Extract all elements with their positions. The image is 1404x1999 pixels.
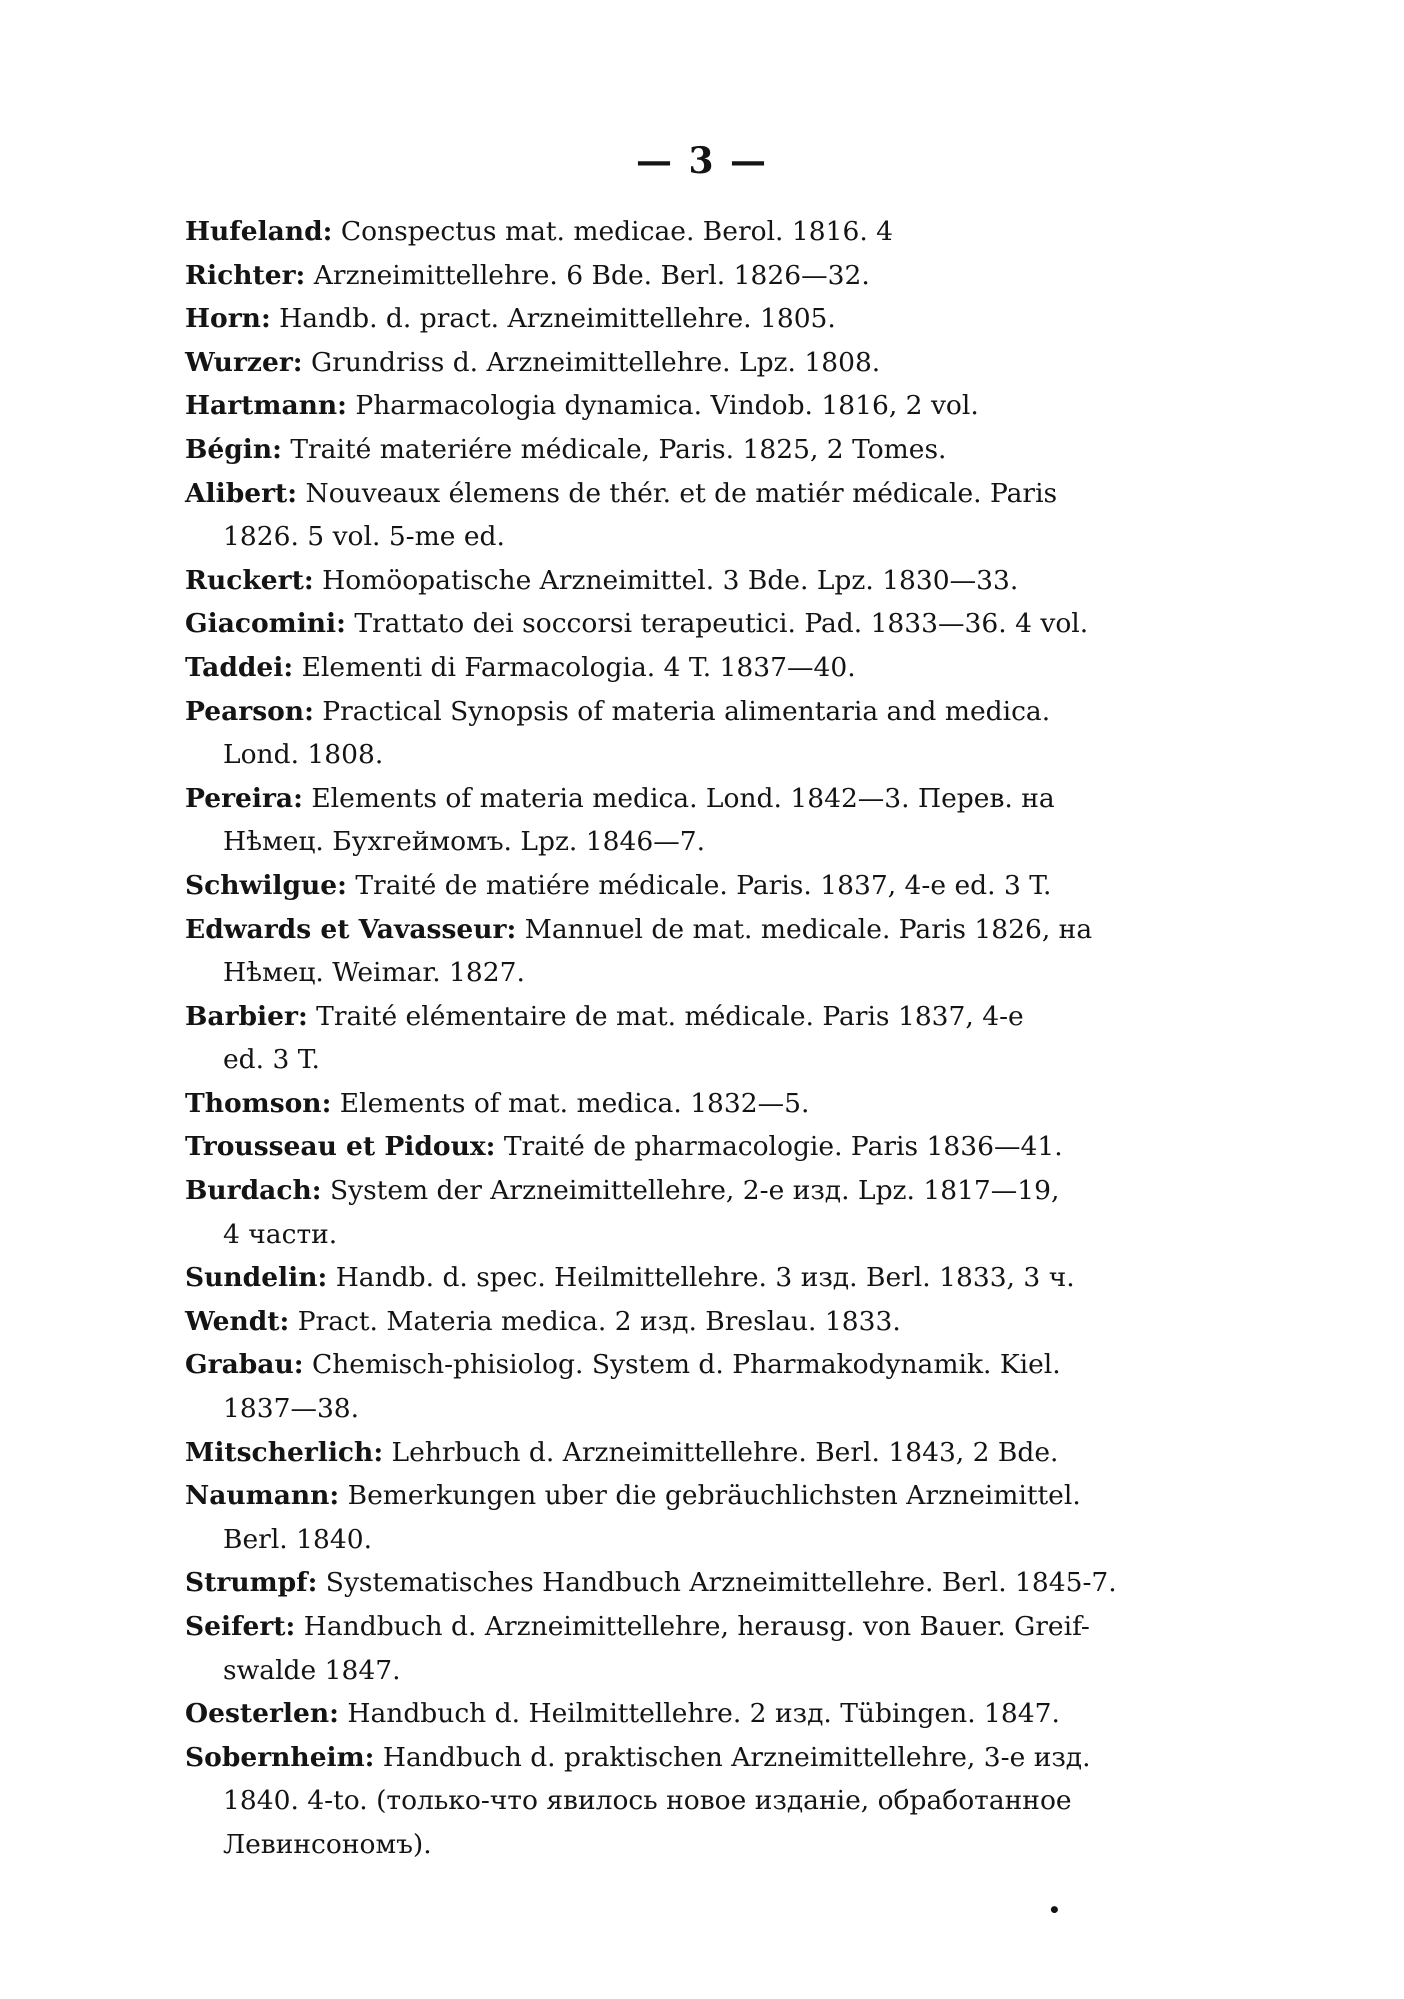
- entry-text: Elements of mat. medica. 1832—5.: [339, 1087, 810, 1119]
- entry-text: 1840. 4-to. (только-что явилось новое изданіе, обработанное: [223, 1785, 1072, 1817]
- bibliography-entry: [185, 1169, 1215, 1256]
- entry-author: Grabau:: [185, 1349, 304, 1381]
- entry-author: Barbier:: [185, 1000, 308, 1032]
- entry-first-line: [185, 1082, 1215, 1126]
- bibliography-entry: [185, 472, 1215, 559]
- bibliography-entry: [185, 690, 1215, 777]
- entry-text: Berl. 1840.: [223, 1523, 373, 1555]
- entry-text: Bemerkungen uber die gebräuchlichsten Arzneimittel.: [347, 1480, 1081, 1512]
- entry-text: Lehrbuch d. Arzneimittellehre. Berl. 1843, 2 Bde.: [391, 1436, 1059, 1468]
- entry-first-line: [185, 384, 1215, 428]
- entry-first-line: [185, 1474, 1215, 1518]
- entry-text: Pharmacologia dynamica. Vindob. 1816, 2 vol.: [355, 390, 979, 422]
- entry-first-line: [185, 1431, 1215, 1475]
- entry-text: Traité materiére médicale, Paris. 1825, 2 Tomes.: [290, 433, 947, 465]
- entry-text: Elements of materia medica. Lond. 1842—3. Перев. на: [311, 782, 1055, 814]
- entry-continuation-line: [223, 1213, 1215, 1257]
- entry-first-line: [185, 646, 1215, 690]
- entry-author: Sundelin:: [185, 1262, 328, 1294]
- entry-first-line: [185, 1736, 1215, 1780]
- entry-text: Chemisch-phisiolog. System d. Pharmakodynamik. Kiel.: [311, 1349, 1061, 1381]
- entry-text: Traité de matiére médicale. Paris. 1837, 4-e ed. 3 T.: [355, 869, 1052, 901]
- entry-text: Trattato dei soccorsi terapeutici. Pad. 1833—36. 4 vol.: [354, 608, 1089, 640]
- entry-first-line: [185, 210, 1215, 254]
- entry-author: Thomson:: [185, 1087, 332, 1119]
- entry-text: Traité de pharmacologie. Paris 1836—41.: [503, 1131, 1063, 1163]
- entry-author: Oesterlen:: [185, 1698, 339, 1730]
- entry-author: Burdach:: [185, 1175, 322, 1207]
- entry-text: Grundriss d. Arzneimittellehre. Lpz. 1808.: [311, 346, 881, 378]
- bibliography-entry: [185, 602, 1215, 646]
- bibliography-entry: [185, 777, 1215, 864]
- bibliography-entry: [185, 1561, 1215, 1605]
- bibliography-entry: [185, 1256, 1215, 1300]
- bibliography-entry: [185, 297, 1215, 341]
- entry-text: Pract. Materia medica. 2 изд. Breslau. 1833.: [297, 1305, 901, 1337]
- entry-continuation-line: [223, 1518, 1215, 1562]
- entry-text: Lond. 1808.: [223, 739, 384, 771]
- entry-continuation-line: [223, 820, 1215, 864]
- entry-first-line: [185, 864, 1215, 908]
- entry-text: Nouveaux élemens de thér. et de matiér médicale. Paris: [305, 477, 1058, 509]
- entry-continuation-line: [223, 951, 1215, 995]
- entry-author: Edwards et Vavasseur:: [185, 913, 517, 945]
- bibliography-entry: [185, 428, 1215, 472]
- bibliography-entry: [185, 1692, 1215, 1736]
- bibliography-entry: [185, 1343, 1215, 1430]
- entry-author: Sobernheim:: [185, 1741, 375, 1773]
- bibliography-entry: [185, 864, 1215, 908]
- entry-author: Alibert:: [185, 477, 298, 509]
- entry-author: Trousseau et Pidoux:: [185, 1131, 496, 1163]
- entry-author: Hartmann:: [185, 390, 347, 422]
- entry-text: Левинсономъ).: [223, 1828, 432, 1860]
- entry-first-line: [185, 1605, 1215, 1649]
- entry-author: Horn:: [185, 303, 271, 335]
- entry-text: 4 части.: [223, 1218, 338, 1250]
- entry-first-line: [185, 602, 1215, 646]
- entry-author: Schwilgue:: [185, 869, 347, 901]
- entry-continuation-line: [223, 1649, 1215, 1693]
- bibliography-entry: [185, 1736, 1215, 1867]
- bibliography-entry: [185, 1125, 1215, 1169]
- entry-text: System der Arzneimittellehre, 2-е изд. Lpz. 1817—19,: [329, 1175, 1060, 1207]
- bibliography-entry: [185, 1431, 1215, 1475]
- bibliography-entry: [185, 341, 1215, 385]
- entry-text: Mannuel de mat. medicale. Paris 1826, на: [524, 913, 1093, 945]
- bibliography-list: [185, 210, 1215, 1867]
- entry-author: Giacomini:: [185, 608, 346, 640]
- entry-text: Practical Synopsis of materia alimentaria and medica.: [322, 695, 1051, 727]
- entry-author: Taddei:: [185, 651, 294, 683]
- entry-continuation-line: [223, 1387, 1215, 1431]
- entry-first-line: [185, 777, 1215, 821]
- entry-first-line: [185, 559, 1215, 603]
- entry-first-line: [185, 1343, 1215, 1387]
- entry-first-line: [185, 254, 1215, 298]
- entry-text: Нѣмец. Бухгеймомъ. Lpz. 1846—7.: [223, 826, 705, 858]
- entry-text: Traité elémentaire de mat. médicale. Paris 1837, 4-e: [316, 1000, 1024, 1032]
- entry-first-line: [185, 428, 1215, 472]
- bibliography-entry: [185, 1605, 1215, 1692]
- entry-text: Systematisches Handbuch Arzneimittellehre. Berl. 1845-7.: [325, 1567, 1117, 1599]
- entry-first-line: [185, 1169, 1215, 1213]
- entry-first-line: [185, 690, 1215, 734]
- entry-continuation-line: [223, 733, 1215, 777]
- bibliography-entry: [185, 646, 1215, 690]
- entry-text: Handbuch d. praktischen Arzneimittellehre, 3-е изд.: [382, 1741, 1091, 1773]
- footer-mark: •: [1048, 1898, 1061, 1922]
- entry-author: Seifert:: [185, 1611, 296, 1642]
- page-number: — 3 —: [635, 140, 769, 182]
- entry-first-line: [185, 908, 1215, 952]
- entry-text: Handb. d. spec. Heilmittellehre. 3 изд. Berl. 1833, 3 ч.: [335, 1262, 1075, 1294]
- entry-author: Hufeland:: [185, 216, 333, 247]
- entry-text: Conspectus mat. medicae. Berol. 1816. 4: [340, 216, 894, 247]
- entry-text: Нѣмец. Weimar. 1827.: [223, 957, 525, 989]
- entry-first-line: [185, 341, 1215, 385]
- bibliography-entry: [185, 908, 1215, 995]
- entry-continuation-line: [223, 1779, 1215, 1823]
- entry-text: Elementi di Farmacologia. 4 T. 1837—40.: [301, 651, 856, 683]
- entry-author: Ruckert:: [185, 564, 314, 596]
- entry-first-line: [185, 1692, 1215, 1736]
- bibliography-entry: [185, 995, 1215, 1082]
- entry-continuation-line: [223, 515, 1215, 559]
- entry-first-line: [185, 297, 1215, 341]
- bibliography-entry: [185, 384, 1215, 428]
- entry-author: Pereira:: [185, 782, 303, 814]
- entry-author: Wurzer:: [185, 346, 303, 378]
- entry-author: Naumann:: [185, 1480, 340, 1512]
- entry-text: Handbuch d. Heilmittellehre. 2 изд. Tübingen. 1847.: [347, 1698, 1060, 1730]
- bibliography-entry: [185, 1300, 1215, 1344]
- bibliography-entry: [185, 1082, 1215, 1126]
- entry-author: Wendt:: [185, 1305, 290, 1337]
- entry-text: Handb. d. pract. Arzneimittellehre. 1805.: [279, 303, 836, 335]
- bibliography-entry: [185, 1474, 1215, 1561]
- bibliography-entry: [185, 254, 1215, 298]
- entry-author: Strumpf:: [185, 1567, 318, 1599]
- entry-continuation-line: [223, 1038, 1215, 1082]
- entry-author: Mitscherlich:: [185, 1436, 384, 1468]
- entry-first-line: [185, 1561, 1215, 1605]
- entry-text: 1837—38.: [223, 1393, 360, 1425]
- entry-text: Handbuch d. Arzneimittellehre, herausg. von Bauer. Greif-: [303, 1611, 1090, 1642]
- bibliography-entry: [185, 559, 1215, 603]
- entry-text: Homöopatische Arzneimittel. 3 Bde. Lpz. 1830—33.: [322, 564, 1019, 596]
- entry-first-line: [185, 472, 1215, 516]
- entry-author: Richter:: [185, 259, 306, 291]
- entry-first-line: [185, 1300, 1215, 1344]
- entry-text: swalde 1847.: [223, 1654, 401, 1686]
- entry-first-line: [185, 1256, 1215, 1300]
- bibliography-entry: [185, 210, 1215, 254]
- entry-text: ed. 3 T.: [223, 1044, 320, 1076]
- entry-text: Arzneimittellehre. 6 Bde. Berl. 1826—32.: [313, 259, 870, 291]
- entry-first-line: [185, 1125, 1215, 1169]
- entry-author: Bégin:: [185, 433, 282, 465]
- entry-author: Pearson:: [185, 695, 314, 727]
- entry-text: 1826. 5 vol. 5-me ed.: [223, 521, 505, 553]
- entry-first-line: [185, 995, 1215, 1039]
- entry-continuation-line: [223, 1823, 1215, 1867]
